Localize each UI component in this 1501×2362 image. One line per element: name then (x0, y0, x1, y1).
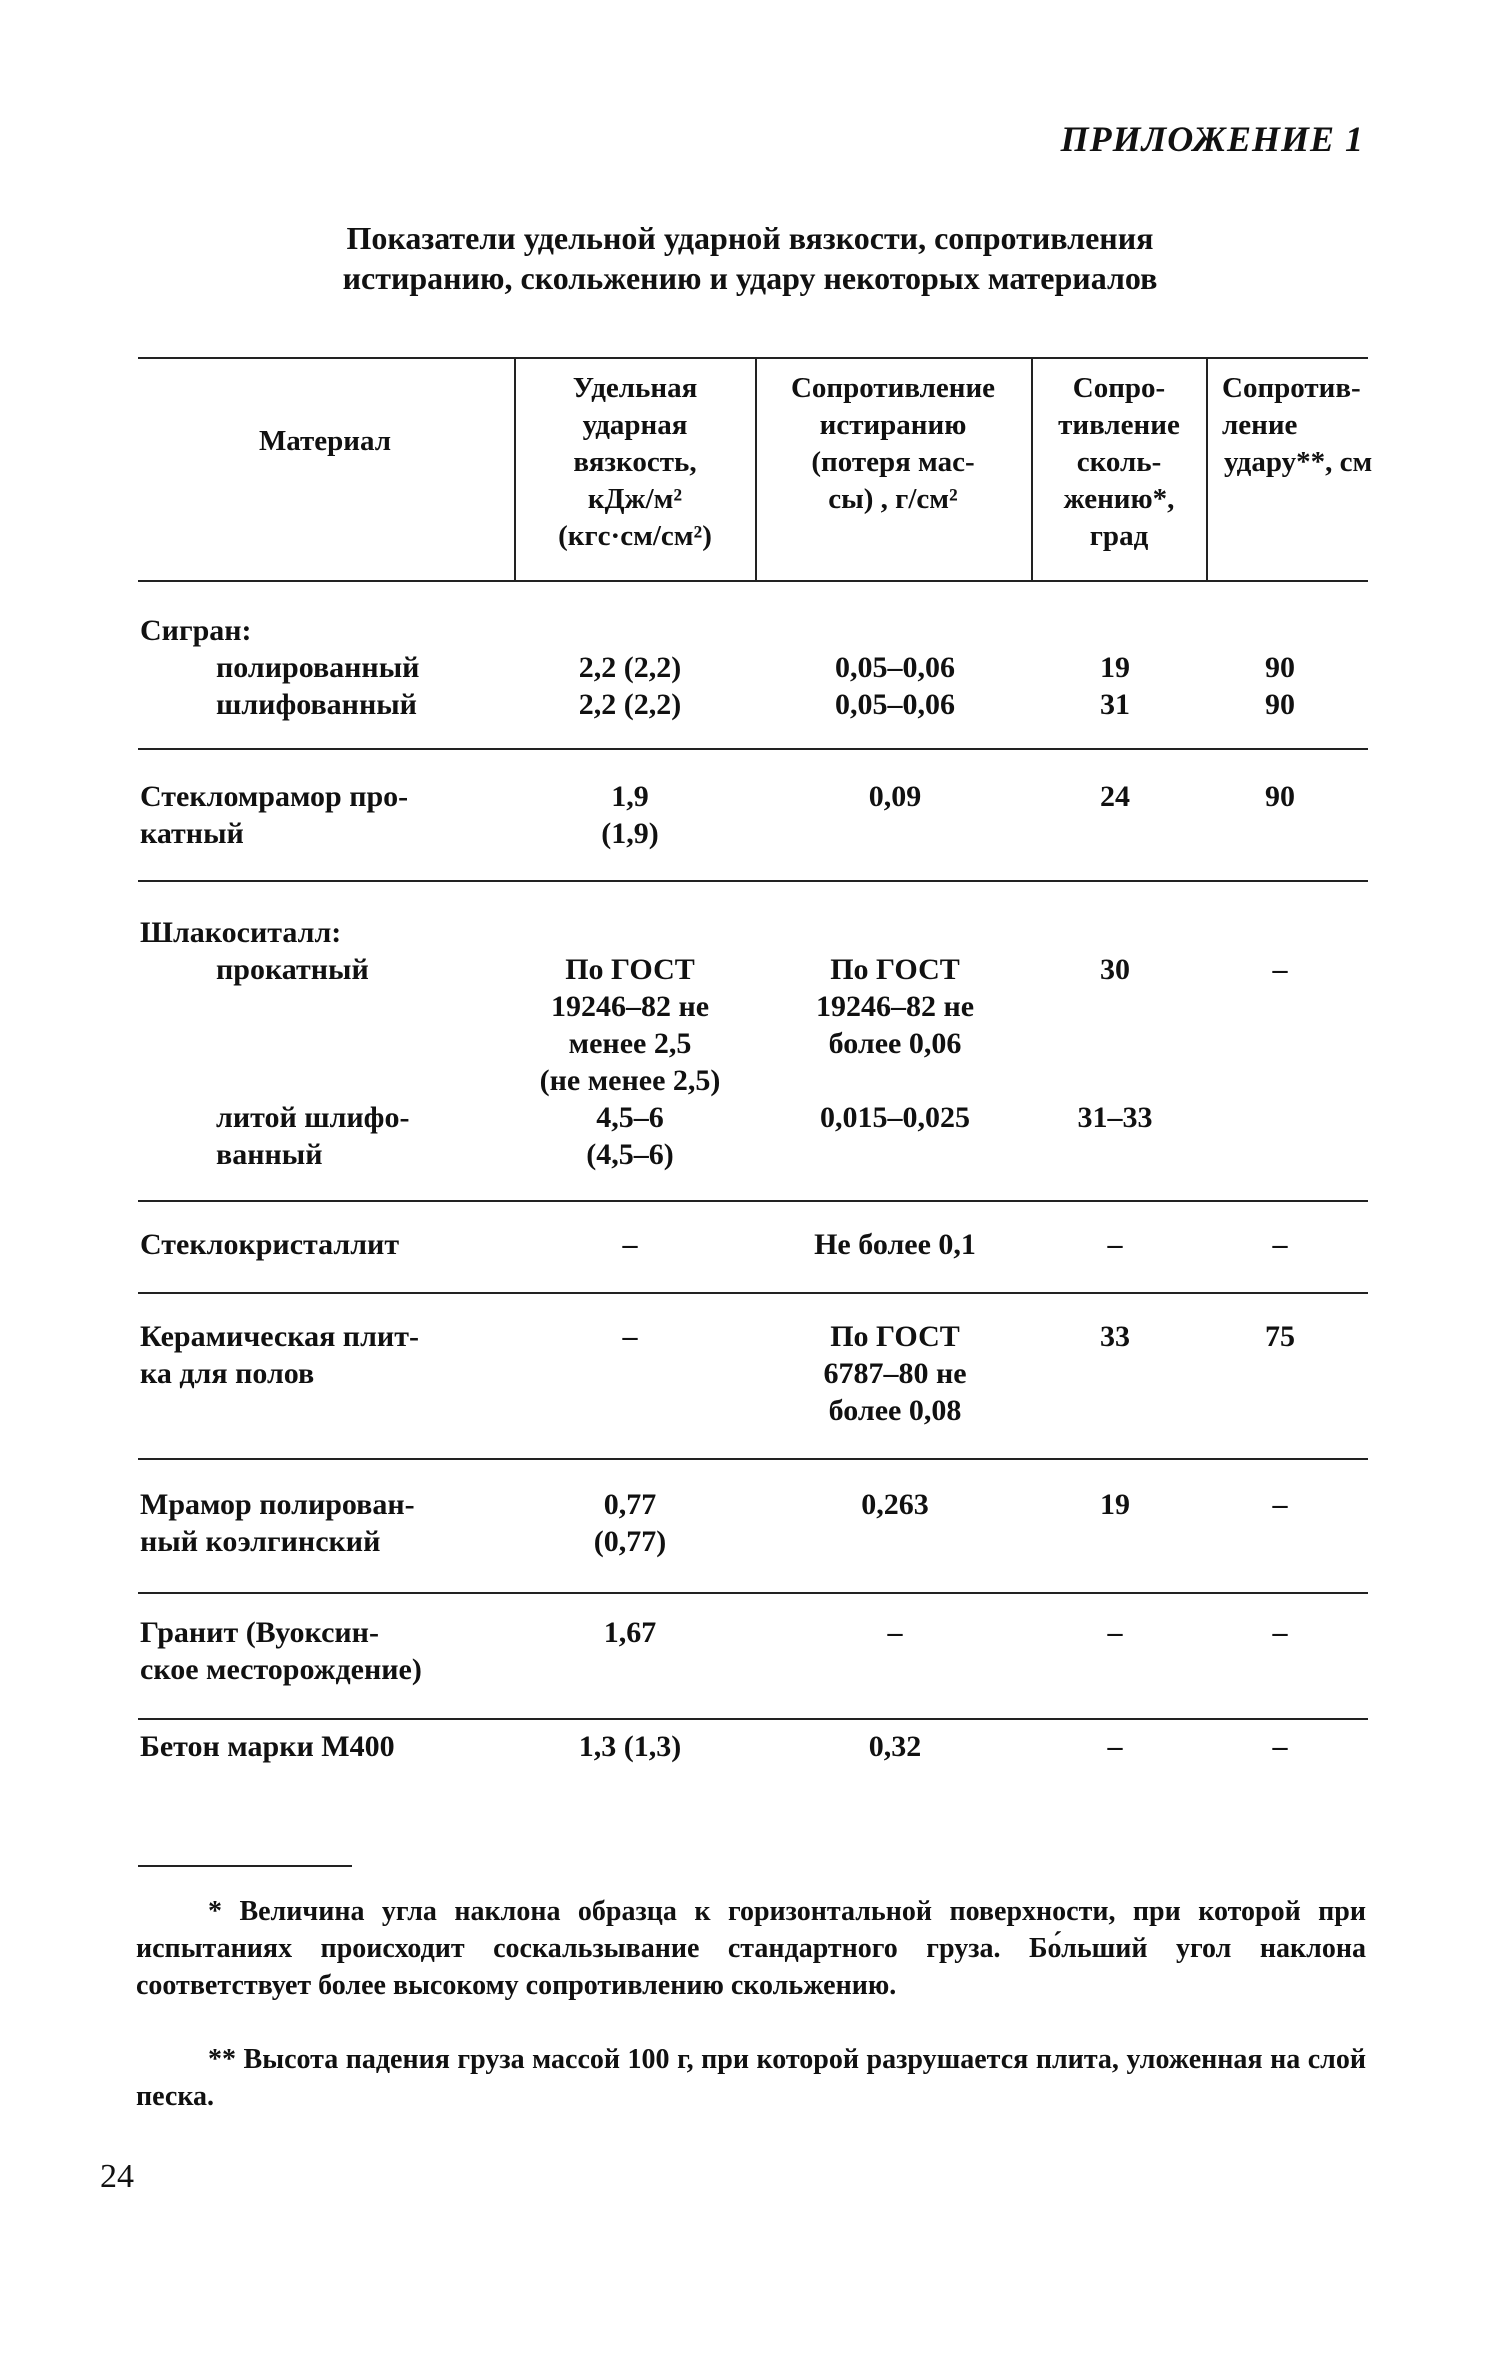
row-rule (138, 1592, 1368, 1594)
row-sigran-polished-abrasion: 0,05–0,06 (835, 651, 955, 684)
row-steklomramor-name (140, 778, 408, 852)
name-line: ванный (216, 1138, 323, 1171)
appendix-label: ПРИЛОЖЕНИЕ 1 (1060, 119, 1364, 159)
header-hit (1210, 370, 1400, 481)
header-abrasion-line: Сопротивление (790, 372, 996, 404)
name-line: катный (140, 817, 244, 850)
name-line: литой шлифо- (216, 1101, 410, 1134)
row-marble-abrasion: 0,263 (861, 1488, 929, 1521)
row-sigran-ground-slip: 31 (1100, 688, 1130, 721)
value-line: более 0,06 (828, 1027, 962, 1060)
value-line: По ГОСТ (830, 1320, 960, 1353)
row-sigran-polished-slip: 19 (1100, 651, 1130, 684)
row-steklokristallit-name: Стеклокристаллит (140, 1228, 400, 1261)
row-shlakositall-rolled-name: прокатный (216, 953, 369, 986)
header-slip-line: тивление (1058, 409, 1180, 441)
row-ceramic-hit: 75 (1265, 1320, 1295, 1353)
row-concrete-abrasion: 0,32 (868, 1730, 922, 1763)
header-hit-line: удару**, см (1224, 446, 1373, 478)
title-line-2: истиранию, скольжению и удару некоторых материалов (342, 260, 1158, 296)
row-shlakositall-cast-impact (510, 1099, 750, 1173)
row-shlakositall-rolled-impact (510, 951, 750, 1099)
row-shlakositall-rolled-abrasion (760, 951, 1030, 1062)
header-impact-line: Удельная (572, 372, 698, 404)
name-line: ка для полов (140, 1357, 315, 1390)
page-number: 24 (100, 2158, 134, 2195)
header-slip-line: жению*, (1063, 483, 1175, 515)
row-shlakositall-cast-slip: 31–33 (1077, 1101, 1153, 1134)
value-line: По ГОСТ (565, 953, 695, 986)
row-sigran-ground-name: шлифованный (216, 688, 417, 721)
table-title (230, 218, 1270, 298)
title-line-1: Показатели удельной ударной вязкости, сопротивления (346, 220, 1154, 256)
header-material: Материал (258, 425, 392, 457)
header-impact-line: ударная (582, 409, 688, 441)
row-granite-name (140, 1614, 422, 1688)
row-sigran-ground-abrasion: 0,05–0,06 (835, 688, 955, 721)
value-line: (1,9) (601, 817, 659, 850)
row-granite-abrasion: – (887, 1616, 903, 1649)
row-sigran-name: Сигран: (140, 614, 252, 647)
row-rule (138, 1718, 1368, 1720)
header-abrasion (757, 370, 1029, 518)
header-abrasion-line: истиранию (819, 409, 967, 441)
header-hit-line: ление (1222, 409, 1298, 441)
row-shlakositall-rolled-slip: 30 (1100, 953, 1130, 986)
header-impact-line: кДж/м² (587, 483, 683, 515)
row-ceramic-slip: 33 (1100, 1320, 1130, 1353)
row-marble-hit: – (1272, 1488, 1288, 1521)
footnote-1: * Величина угла наклона образца к горизонтальной поверхности, при которой при испытаниях происходит соскальзывание стандартного груза. Бо́льший угол наклона соответствует более высокому сопротивлению скольжению. (136, 1896, 1366, 2001)
header-abrasion-line: сы) , г/см² (828, 483, 958, 515)
row-marble-slip: 19 (1100, 1488, 1130, 1521)
row-concrete-slip: – (1107, 1730, 1123, 1763)
header-hit-line: Сопротив- (1222, 372, 1361, 404)
row-concrete-name: Бетон марки М400 (140, 1730, 395, 1763)
row-steklokristallit-abrasion: Не более 0,1 (814, 1228, 976, 1261)
row-rule (138, 880, 1368, 882)
row-marble-name (140, 1486, 415, 1560)
row-concrete-impact: 1,3 (1,3) (578, 1730, 682, 1763)
row-sigran-ground-hit: 90 (1265, 688, 1295, 721)
row-steklomramor-abrasion: 0,09 (868, 780, 922, 813)
value-line: (0,77) (593, 1525, 667, 1558)
row-steklomramor-impact (510, 778, 750, 852)
row-rule (138, 1292, 1368, 1294)
header-impact (516, 370, 754, 555)
header-bottom-rule (138, 580, 1368, 582)
name-line: Мрамор полирован- (140, 1488, 415, 1521)
row-ceramic-abrasion (760, 1318, 1030, 1429)
row-rule (138, 1200, 1368, 1202)
name-line: ское месторождение) (140, 1653, 422, 1686)
name-line: Стекломрамор про- (140, 780, 409, 813)
row-granite-impact: 1,67 (603, 1616, 657, 1649)
value-line: менее 2,5 (568, 1027, 692, 1060)
row-ceramic-name (140, 1318, 419, 1392)
header-divider-4 (1206, 359, 1208, 580)
value-line: (4,5–6) (586, 1138, 674, 1171)
row-shlakositall-cast-name (216, 1099, 409, 1173)
name-line: Керамическая плит- (140, 1320, 419, 1353)
row-marble-impact (510, 1486, 750, 1560)
footnote-2: ** Высота падения груза массой 100 г, при которой разрушается плита, уложенная на слой песка. (136, 2044, 1366, 2112)
row-shlakositall-rolled-hit: – (1272, 953, 1288, 986)
row-steklomramor-slip: 24 (1100, 780, 1130, 813)
value-line: 1,9 (611, 780, 649, 813)
name-line: Гранит (Вуоксин- (140, 1616, 379, 1649)
table-top-rule (138, 357, 1368, 359)
value-line: более 0,08 (828, 1394, 962, 1427)
header-slip-line: град (1089, 520, 1149, 552)
name-line: ный коэлгинский (140, 1525, 381, 1558)
value-line: (не менее 2,5) (539, 1064, 721, 1097)
header-slip (1033, 370, 1205, 555)
row-rule (138, 748, 1368, 750)
row-sigran-polished-name: полированный (216, 651, 420, 684)
row-steklomramor-hit: 90 (1265, 780, 1295, 813)
row-sigran-ground-impact: 2,2 (2,2) (578, 688, 682, 721)
row-shlakositall-name: Шлакоситалл: (140, 916, 342, 949)
value-line: 4,5–6 (596, 1101, 664, 1134)
header-slip-line: Сопро- (1072, 372, 1166, 404)
footnote-rule (138, 1865, 352, 1867)
value-line: 0,77 (603, 1488, 657, 1521)
row-ceramic-impact: – (622, 1320, 638, 1353)
row-granite-hit: – (1272, 1616, 1288, 1649)
row-concrete-hit: – (1272, 1730, 1288, 1763)
row-granite-slip: – (1107, 1616, 1123, 1649)
row-steklokristallit-hit: – (1272, 1228, 1288, 1261)
row-shlakositall-cast-abrasion: 0,015–0,025 (820, 1101, 970, 1134)
header-slip-line: сколь- (1076, 446, 1162, 478)
row-rule (138, 1458, 1368, 1460)
value-line: По ГОСТ (830, 953, 960, 986)
value-line: 6787–80 не (823, 1357, 967, 1390)
header-impact-line: (кгс·см/см²) (558, 520, 712, 552)
header-impact-line: вязкость, (573, 446, 697, 478)
value-line: 19246–82 не (550, 990, 710, 1023)
row-steklokristallit-impact: – (622, 1228, 638, 1261)
row-sigran-polished-impact: 2,2 (2,2) (578, 651, 682, 684)
row-sigran-polished-hit: 90 (1265, 651, 1295, 684)
value-line: 19246–82 не (815, 990, 975, 1023)
header-abrasion-line: (потеря мас- (811, 446, 975, 478)
row-steklokristallit-slip: – (1107, 1228, 1123, 1261)
